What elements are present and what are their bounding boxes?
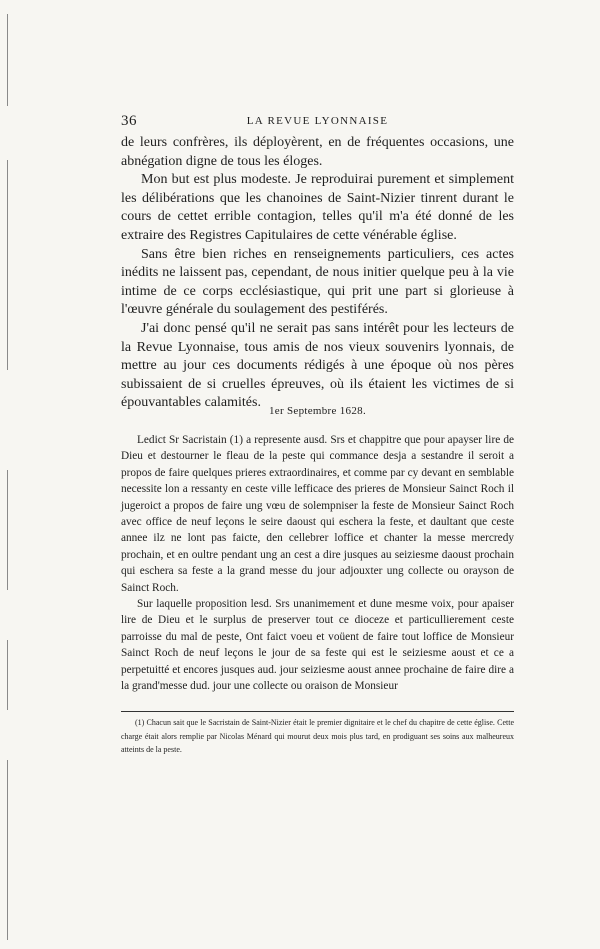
- date-heading: 1er Septembre 1628.: [268, 405, 367, 417]
- binding-margin-rule: [4, 0, 12, 949]
- running-title: LA REVUE LYONNAISE: [246, 115, 389, 127]
- intro-paragraph-1: de leurs confrères, ils déployèrent, en de fréquentes occasions, une abnégation digne de tous les éloges.: [121, 135, 514, 169]
- footnote-text: (1) Chacun sait que le Sacristain de Saint-Nizier était le premier dignitaire et le chef du chapitre de cette église. Cette charge était alors remplie par Nicolas Ménard qui mourut deux mois plus tard, en prodiguant ses soins aux malheureux atteints de la peste.: [121, 718, 514, 754]
- intro-paragraph-3: Sans être bien riches en renseignements particuliers, ces actes inédits ne laissent pas, cependant, de nous initier quelque peu à la vie intime de ce corps ecclésiastique, qui prit une part si glorieuse à l'œuvre générale du soulagement des pestiférés.: [121, 246, 514, 318]
- page-header: [121, 113, 514, 133]
- page-number: 36: [121, 113, 137, 129]
- intro-text: [121, 134, 514, 413]
- deliberation-paragraph-2: Sur laquelle proposition lesd. Srs unanimement et dune mesme voix, pour apaiser lire de Dieu et le surplus de preserver tout ce dioceze et particullierement ceste parroisse du mal de peste, Ont faict voeu et voüent de faire tout loffice de Monsieur Sainct Roch de neuf leçons le jour de sa feste qui est le seiziesme aoust et ce a perpetuitté et encores jusques aud. jour seiziesme aoust annee prochaine de faire dire a la grand'messe dud. jour une collecte ou oraison de Monsieur: [121, 598, 514, 693]
- intro-paragraph-2: Mon but est plus modeste. Je reproduirai purement et simplement les délibérations que les chanoines de Saint-Nizier tinrent durant le cours de cettet errible contagion, telles qu'il m'a été donné de les extraire des Registres Capitulaires de cette vénérable église.: [121, 172, 514, 243]
- chapter-deliberation: [121, 432, 514, 695]
- intro-paragraph-4: J'ai donc pensé qu'il ne serait pas sans intérêt pour les lecteurs de la Revue Lyonnaise, tous amis de nos vieux souvenirs lyonnais, de mettre au jour ces documents rédigés à une époque où nos pères subissaient de si cruelles épreuves, où ils étaient les victimes de si épouvantables calamités.: [121, 320, 514, 411]
- footnote: [121, 716, 514, 757]
- footnote-divider: [121, 711, 514, 712]
- deliberation-paragraph-1: Ledict Sr Sacristain (1) a represente ausd. Srs et chappitre que pour apayser lire de Dieu et destourner le fleau de la peste qui commance desja a sestandre il seroit a propos de faire quelques prieres extraordinaires, et comme par cy devant en semblable necessite lon a ressanty en ceste ville lefficace des prieres de Monsieur Sainct Roch il jugeroict a propos de faire ung vœu de solempniser la feste de Monsieur Sainct Roch avec office de neuf leçons le seire daoust qui eschera la feste, et daultant que ceste annee ilz ne lont pas faicte, den cellebrer loffice et chanter la messe mercredy prochain, et en oultre pendant ung an cest a dire jusques au seiziesme daoust prochain qui eschera sa feste a la grand messe du jour adjouxter ung collecte ou orayson de Sainct Roch.: [121, 434, 514, 594]
